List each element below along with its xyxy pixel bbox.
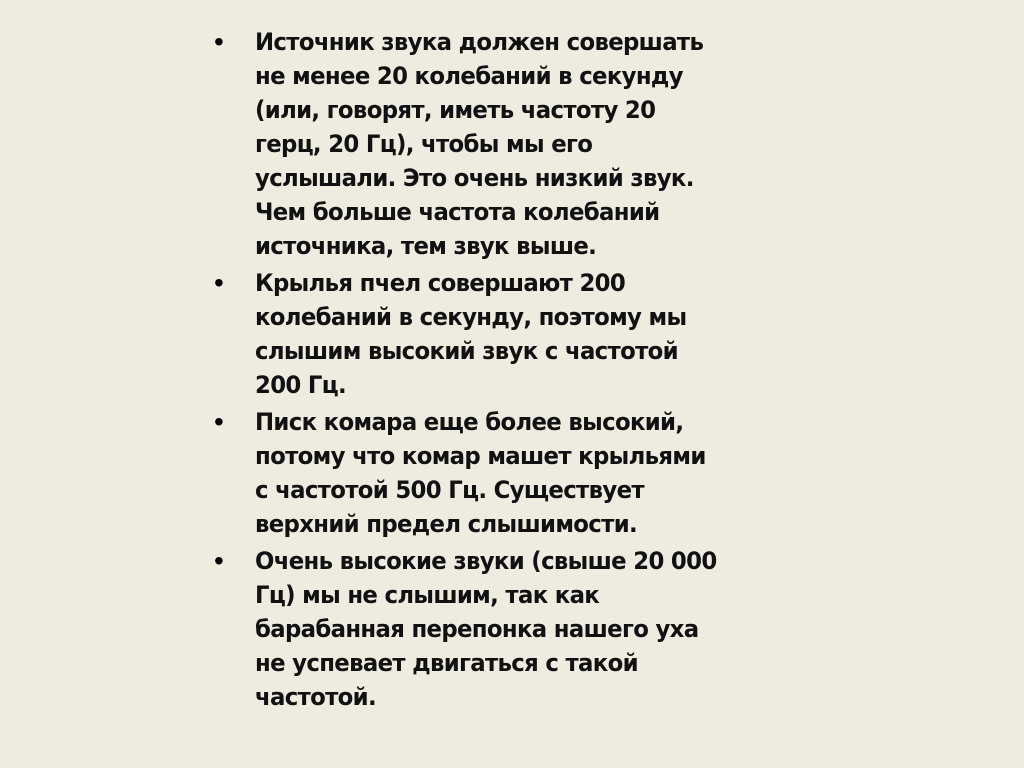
bullet-item-2 bbox=[214, 266, 804, 402]
bullet-item-4 bbox=[214, 544, 804, 714]
text-line: Источник звука должен совершать bbox=[255, 28, 704, 56]
bullet-text bbox=[255, 266, 787, 402]
bullet-marker: • bbox=[214, 406, 224, 437]
bullet-text bbox=[255, 25, 787, 263]
bullet-marker: • bbox=[214, 545, 224, 576]
text-line: частотой. bbox=[255, 683, 376, 711]
text-line: барабанная перепонка нашего уха bbox=[255, 615, 699, 643]
text-line: Очень высокие звуки (свыше 20 000 bbox=[255, 547, 717, 575]
bullet-marker: • bbox=[214, 26, 224, 57]
text-line: слышим высокий звук с частотой bbox=[255, 337, 678, 365]
text-line: Писк комара еще более высокий, bbox=[255, 408, 684, 436]
text-line: верхний предел слышимости. bbox=[255, 510, 638, 538]
text-line: герц, 20 Гц), чтобы мы его bbox=[255, 130, 593, 158]
text-line: потому что комар машет крыльями bbox=[255, 442, 706, 470]
text-line: Чем больше частота колебаний bbox=[255, 198, 660, 226]
bullet-list bbox=[214, 25, 804, 717]
text-line: не менее 20 колебаний в секунду bbox=[255, 62, 683, 90]
text-line: услышали. Это очень низкий звук. bbox=[255, 164, 694, 192]
bullet-marker: • bbox=[214, 267, 224, 298]
text-line: 200 Гц. bbox=[255, 371, 346, 399]
bullet-text bbox=[255, 405, 787, 541]
text-line: не успевает двигаться с такой bbox=[255, 649, 638, 677]
bullet-text bbox=[255, 544, 787, 714]
text-line: колебаний в секунду, поэтому мы bbox=[255, 303, 687, 331]
text-line: Гц) мы не слышим, так как bbox=[255, 581, 600, 609]
text-line: с частотой 500 Гц. Существует bbox=[255, 476, 644, 504]
text-line: (или, говорят, иметь частоту 20 bbox=[255, 96, 656, 124]
text-line: Крылья пчел совершают 200 bbox=[255, 269, 626, 297]
text-line: источника, тем звук выше. bbox=[255, 232, 597, 260]
bullet-item-1 bbox=[214, 25, 804, 263]
bullet-item-3 bbox=[214, 405, 804, 541]
